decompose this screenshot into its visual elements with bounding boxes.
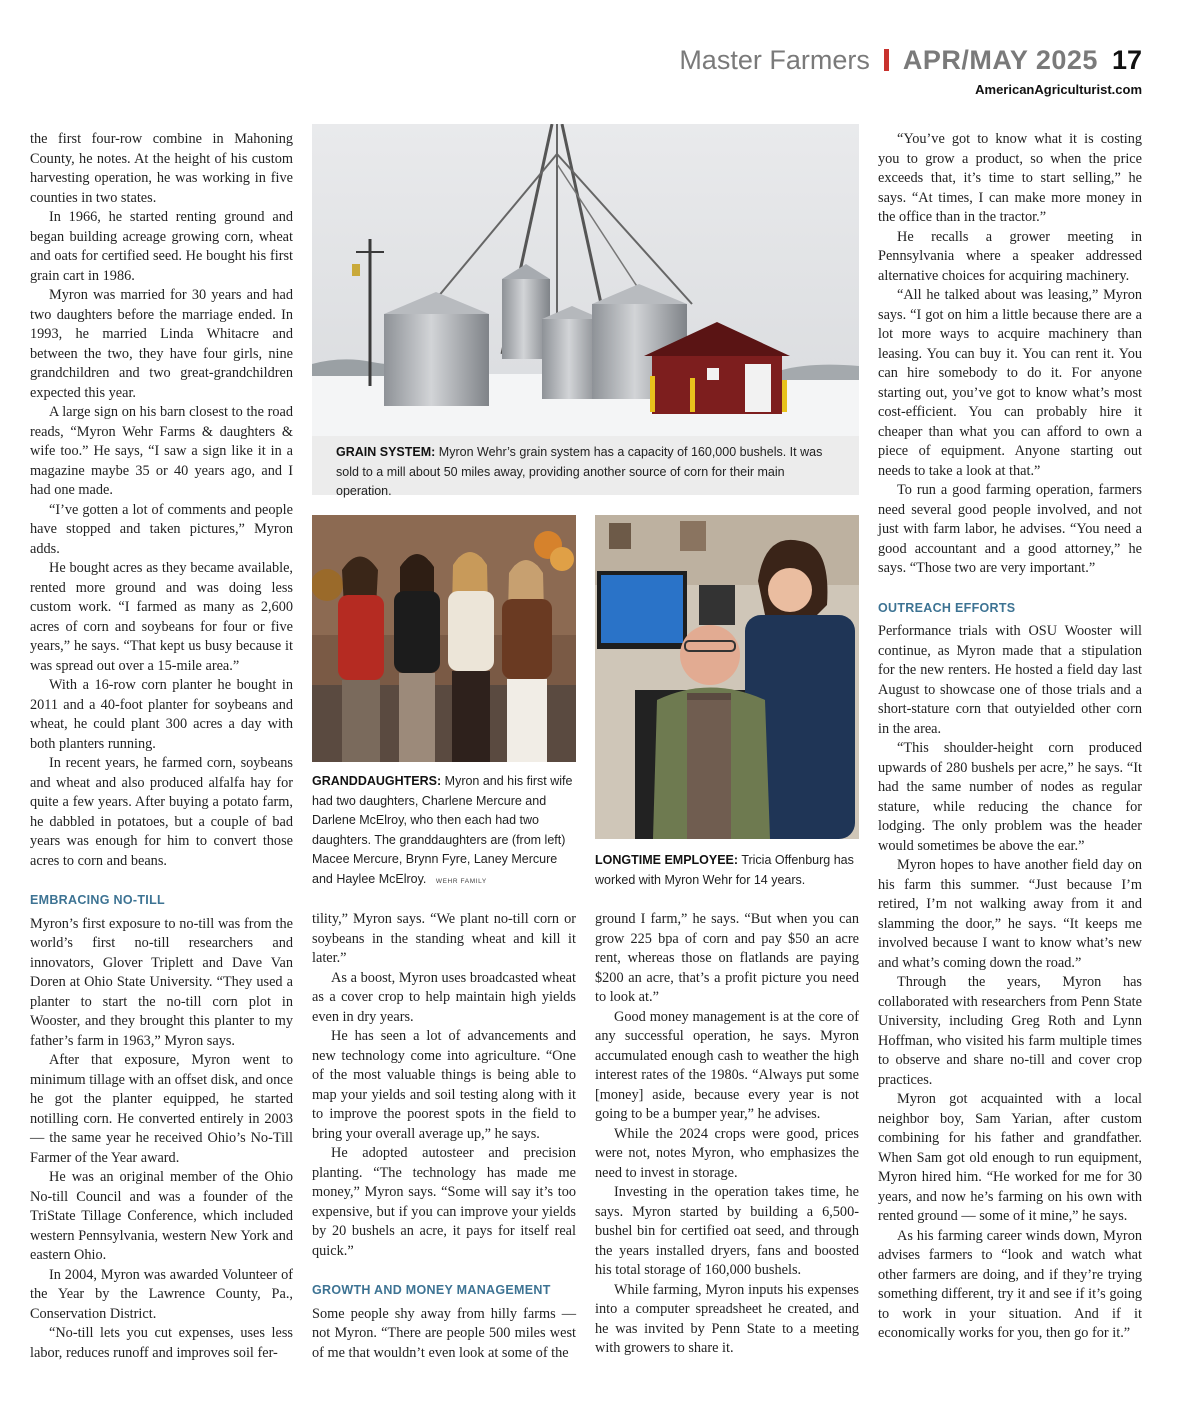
subheading-embracing-no-till: EMBRACING NO-TILL (30, 893, 165, 907)
caption-label: LONGTIME EMPLOYEE: (595, 853, 739, 867)
caption-label: GRAIN SYSTEM: (336, 445, 436, 459)
grain-system-photo (312, 124, 859, 436)
paragraph: He recalls a grower meeting in Pennsylvania where a speaker addressed alternative choices for acquiring machinery. (878, 228, 1142, 284)
paragraph: In recent years, he farmed corn, soybeans and wheat and also produced alfalfa hay for quite a few years. After buying a potato farm, he dabbled in potatoes, but a couple of bad years was enough for him to convert those acres to corn and beans. (30, 755, 293, 869)
caption-text: Tricia Offenburg has worked with Myron Wehr for 14 years. (595, 853, 854, 887)
paragraph: “I’ve gotten a lot of comments and people have stopped and taken pictures,” Myron adds. (30, 501, 293, 557)
paragraph: He adopted autosteer and precision planting. “The technology has made me money,” Myron says. “Some will say it’s too expensive, but if you can improve your yields by 20 bushels an acre, it pays for itself real quick.” (312, 1145, 576, 1259)
caption-text: Myron Wehr’s grain system has a capacity of 160,000 bushels. It was sold to a mill about 50 miles away, providing another source of corn for their main operation. (336, 445, 823, 498)
paragraph: Investing in the operation takes time, he says. Myron started by building a 6,500-bushel bin for certified oat seed, and through the years installed dryers, fans and boosted his total storage of 160,000 bushels. (595, 1184, 859, 1278)
paragraph: Myron was married for 30 years and had two daughters before the marriage ended. In 1993, he married Linda Whitacre and between the two, they have four girls, nine grandchildren and two great-grandchildren expected this year. (30, 287, 293, 401)
paragraph: “This shoulder-height corn produced upwards of 280 bushels per acre,” he says. “It had the same number of nodes as regular stature, while reducing the chance for lodging. The only problem was the header would sometimes be above the ear.” (878, 740, 1142, 854)
header-line (679, 44, 1142, 76)
subheading-growth-and-money: GROWTH AND MONEY MANAGEMENT (312, 1283, 551, 1297)
paragraph: He was an original member of the Ohio No-till Council and was a founder of the TriState Tillage Conference, which included western Pennsylvania, western New York and eastern Ohio. (30, 1169, 293, 1263)
paragraph: Good money management is at the core of any successful operation, he says. Myron accumulated enough cash to weather the high interest rates of the 1980s. “Always put some [money] aside, because every year is not going to be a bumper year,” he advises. (595, 1008, 859, 1122)
photo-credit: WEHR FAMILY (435, 877, 487, 885)
article-column-2 (312, 910, 576, 1363)
paragraph: “All he talked about was leasing,” Myron says. “I got on him a little because there are a lot more ways to acquire machinery than leasing. You can buy it. You can rent it. You can hire somebody to do it. For anyone starting out, you’ve got to know what’s most cost-efficient. You can probably hire it cheaper than what you can afford to own a piece of equipment. Anyone starting out needs to take a look at that.” (878, 287, 1142, 479)
header-divider (884, 49, 889, 71)
page-header (679, 44, 1142, 97)
caption-label: GRANDDAUGHTERS: (312, 774, 442, 788)
paragraph: tility,” Myron says. “We plant no-till corn or soybeans in the standing wheat and kill it later.” (312, 911, 576, 966)
paragraph: He has seen a lot of advancements and new technology come into agriculture. “One of the most valuable things is being able to map your yields and soil testing along with it to improve the poorest spots in the field to bring your overall average up,” he says. (312, 1028, 576, 1142)
paragraph: With a 16-row corn planter he bought in 2011 and a 40-foot planter for soybeans and wheat, he could plant 300 acres a day with both planters running. (30, 677, 293, 752)
paragraph: Myron got acquainted with a local neighbor boy, Sam Yarian, after custom combining for his father and grandfather. When Sam got old enough to run equipment, Myron hired him. “He worked for me for 30 years, and now he’s farming on his own with rented ground — some of it mine,” he says. (878, 1091, 1142, 1224)
paragraph: ground I farm,” he says. “But when you can grow 225 bpa of corn and pay $50 an acre rent, whereas those on flatlands are paying $200 an acre, that’s a profit picture you need to look at.” (595, 911, 859, 1005)
paragraph: Some people shy away from hilly farms — not Myron. “There are people 500 miles west of me that wouldn’t even look at some of the (312, 1305, 576, 1361)
paragraph: Performance trials with OSU Wooster will continue, as Myron made that a stipulation for the new renters. He hosted a field day last August to showcase one of those trials and a short-stature corn that outyielded other corn in the area. (878, 623, 1142, 737)
article-column-3 (595, 910, 859, 1359)
paragraph: After that exposure, Myron went to minimum tillage with an offset disk, and once he got the planter equipped, he started notilling corn. He converted entirely in 2003 — the same year he received Ohio’s No-Till Farmer of the Year award. (30, 1052, 293, 1166)
section-title: Master Farmers (679, 45, 870, 75)
granddaughters-photo (312, 515, 576, 762)
paragraph: As a boost, Myron uses broadcasted wheat as a cover crop to help maintain high yields even in dry years. (312, 969, 576, 1025)
article-column-1 (30, 130, 293, 1363)
paragraph: Through the years, Myron has collaborated with researchers from Penn State University, including Greg Roth and Lynn Hoffman, who visited his farm multiple times to observe and share no-till and cover crop practices. (878, 974, 1142, 1088)
paragraph: “No-till lets you cut expenses, uses less labor, reduces runoff and improves soil fer- (30, 1325, 293, 1361)
paragraph: Myron hopes to have another field day on his farm this summer. “Just because I’m retired, I’m not walking away from it and slamming the door,” he says. “It keeps me involved because I want to know what’s new and what’s coming down the road.” (878, 857, 1142, 971)
paragraph: the first four-row combine in Mahoning County, he notes. At the height of his custom harvesting operation, he was working in five counties in two states. (30, 131, 293, 206)
paragraph: A large sign on his barn closest to the road reads, “Myron Wehr Farms & daughters & wife too.” He says, “I saw a sign like it in a magazine maybe 35 or 40 years ago, and I had one made. (30, 404, 293, 498)
paragraph: While farming, Myron inputs his expenses into a computer spreadsheet he created, and he was invited by Penn State to a meeting with growers to share it. (595, 1281, 859, 1356)
paragraph: To run a good farming operation, farmers need several good people involved, and not just with farm labor, he advises. “You need a good accountant and a good attorney,” he says. “Those two are very important.” (878, 482, 1142, 576)
paragraph: Myron’s first exposure to no-till was from the world’s first no-till researchers and innovators, Glover Triplett and Dave Van Doren at Ohio State University. “They used a planter to start the no-till corn plot in Wooster, and they brought this planter to my father’s farm in 1963,” Myron says. (30, 915, 293, 1049)
caption-text: Myron and his first wife had two daughters, Charlene Mercure and Darlene McElroy, who then each had two daughters. The granddaughters are (from left) Macee Mercure, Brynn Fyre, Laney Mercure and Haylee McElroy. (312, 774, 573, 886)
article-column-4 (878, 130, 1142, 1344)
granddaughters-caption (312, 772, 578, 891)
page-number: 17 (1111, 45, 1142, 75)
paragraph: He bought acres as they became available, rented more ground and was doing less custom work. “I farmed as many as 2,600 acres of corn and soybeans for four or five years,” he says. “That kept us busy because it was spread out over a 15-mile area.” (30, 560, 293, 674)
subheading-outreach-efforts: OUTREACH EFFORTS (878, 600, 1016, 615)
paragraph: “You’ve got to know what it is costing you to grow a product, so when the price exceeds that, it’s time to start selling,” he says. “At times, I can make more money in the office than in the tractor.” (878, 131, 1142, 225)
longtime-employee-caption (595, 851, 859, 890)
longtime-employee-photo (595, 515, 859, 839)
issue-date: APR/MAY 2025 (902, 45, 1098, 75)
paragraph: In 2004, Myron was awarded Volunteer of the Year by the Lawrence County, Pa., Conservation District. (30, 1266, 293, 1322)
paragraph: In 1966, he started renting ground and began building acreage growing corn, wheat and oats for certified seed. He bought his first grain cart in 1986. (30, 209, 293, 284)
site-url: AmericanAgriculturist.com (975, 82, 1142, 97)
paragraph: As his farming career winds down, Myron advises farmers to “look and watch what other farmers are doing, and if they’re trying something different, try it and see if it’s going to work in your situation. And if it economically works for you, then go for it.” (878, 1227, 1142, 1341)
paragraph: While the 2024 crops were good, prices were not, notes Myron, who emphasizes the need to invest in storage. (595, 1125, 859, 1181)
grain-system-caption (336, 443, 841, 502)
